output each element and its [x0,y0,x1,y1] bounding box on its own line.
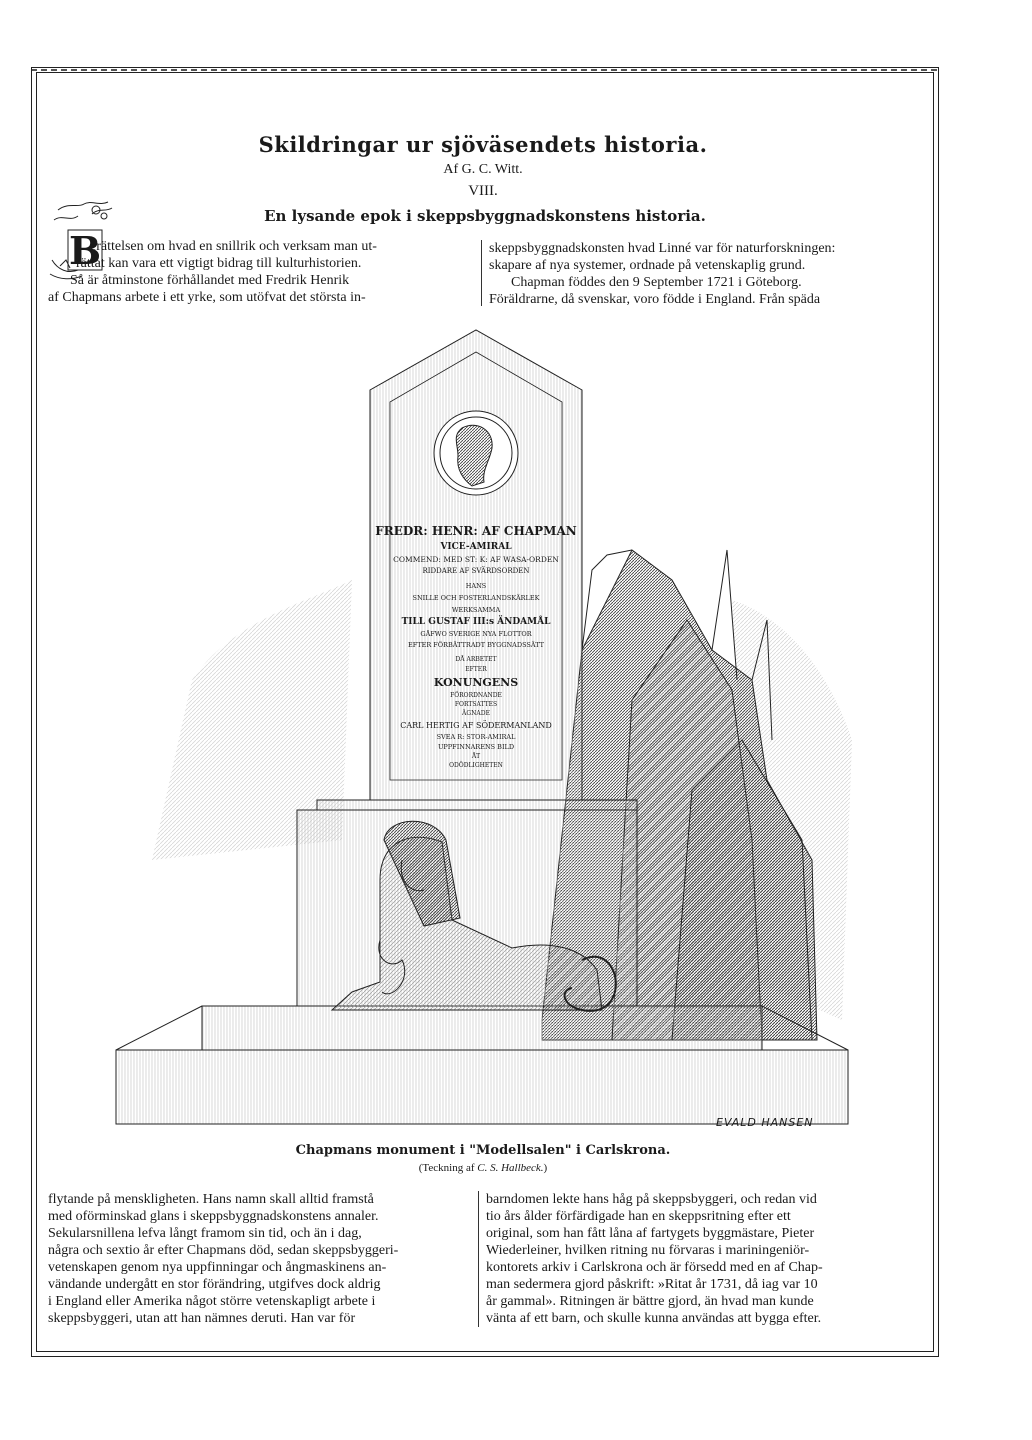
text-line: af Chapmans arbete i ett yrke, som utöfvat det största in- [48,290,366,305]
section-number: VIII. [468,183,498,199]
intro-left-column [48,238,473,306]
inscription-line: FREDR: HENR: AF CHAPMAN [375,524,577,538]
credit-prefix: (Teckning af [418,1162,475,1174]
inscription-line: SNILLE OCH FOSTERLANDSKÄRLEK [412,594,540,602]
text-line: erättelsen om hvad en snillrik och verksam man ut- [90,239,377,254]
inscription-line: UPPFINNARENS BILD [437,743,515,751]
inscription-line: TILL GUSTAF III:s ÄNDAMÅL [401,617,551,627]
credit-suffix: ) [543,1162,548,1174]
figure-caption: Chapmans monument i "Modellsalen" i Carlskrona. [295,1143,671,1158]
inscription-line: ODÖDLIGHETEN [449,762,503,769]
text-line: skeppsbyggeri, utan att han nämnes deruti. Han var för [48,1311,356,1326]
body-right-column [486,1191,908,1327]
text-line: tio års ålder förfärdigade han en skeppsritning efter ett [486,1209,791,1224]
text-line: vetenskapen genom nya uppfinningar och ångmaskinens an- [48,1260,387,1275]
text-line: med oförminskad glans i skeppsbyggnadskonstens annaler. [48,1209,379,1224]
text-line: år gammal». Ritningen är bättre gjord, än hvad man kunde [486,1294,814,1309]
section-subtitle: En lysande epok i skeppsbyggnadskonstens historia. [264,207,706,225]
text-line: flytande på menskligheten. Hans namn skall alltid framstå [48,1192,374,1207]
body-left-column [48,1191,471,1327]
inscription-line: WERKSAMMA [451,606,501,614]
text-line: vänta af ett barn, och skulle kunna användas att bygga efter. [486,1311,822,1326]
inscription-line: SVEA R: STOR-AMIRAL [436,733,516,741]
inscription-line: RIDDARE AF SVÄRDSORDEN [422,567,530,575]
inscription-line: KONUNGENS [433,676,519,689]
credit-name: C. S. Hallbeck. [477,1162,544,1174]
text-line: man sedermera gjord påskrift: »Ritat år 1731, då iag var 10 [486,1277,818,1292]
inscription-line: CARL HERTIG AF SÖDERMANLAND [400,721,552,730]
inscription-line: ÅT [471,753,481,760]
text-line: rättat kan vara ett vigtigt bidrag till kulturhistorien. [76,256,362,271]
drop-cap-letter: B [68,228,102,273]
text-line: kontorets arkiv i Carlskrona och är försedd med en af Chap- [486,1260,823,1275]
column-rule [478,1191,479,1327]
text-line: Chapman föddes den 9 September 1721 i Göteborg. [511,275,802,290]
inscription-line: FÖRORDNANDE [450,692,502,699]
article-title: Skildringar ur sjöväsendets historia. [258,132,708,157]
inscription-line: VICE-AMIRAL [440,542,512,552]
figure-credit [0,1162,966,1174]
text-line: några och sextio år efter Chapmans död, sedan skeppsbyggeri- [48,1243,399,1258]
text-line: vändande undergått en stor förändring, utgifves dock aldrig [48,1277,381,1292]
text-line: barndomen lekte hans håg på skeppsbyggeri, och redan vid [486,1192,817,1207]
inscription-line: FORTSATTES [454,701,498,708]
inscription-line: ÄGNADE [462,710,490,717]
intro-right-column [489,240,910,308]
inscription-line: EFTER [465,666,487,673]
engraver-signature: EVALD HANSEN [716,1116,814,1129]
inscription-line: DÅ ARBETET [455,656,497,663]
inscription-line: COMMEND: MED ST: K: AF WASA-ORDEN [393,555,559,564]
inscription-line: EFTER FÖRBÄTTRADT BYGGNADSSÄTT [408,641,544,649]
text-line: Wiederleiner, hvilken ritning nu förvaras i mariningeniör- [486,1243,810,1258]
column-rule [481,240,482,306]
text-line: i England eller Amerika något större vetenskapligt arbete i [48,1294,376,1309]
author-byline: Af G. C. Witt. [443,162,523,177]
text-line: skapare af nya systemer, ordnade på vetenskaplig grund. [489,258,806,273]
inscription-line: GÅFWO SVERIGE NYA FLOTTOR [420,630,532,638]
inscription-line: HANS [465,582,487,590]
text-line: Så är åtminstone förhållandet med Fredrik Henrik [70,273,350,288]
monument-engraving [112,320,852,1130]
text-line: original, som han fått låna af fartygets byggmästare, Pieter [486,1226,815,1241]
text-line: Föräldrarne, då svenskar, voro födde i England. Från späda [489,292,821,307]
text-line: Sekularsnillena lefva långt framom sin tid, och än i dag, [48,1226,362,1241]
text-line: skeppsbyggnadskonsten hvad Linné var för naturforskningen: [489,241,836,256]
